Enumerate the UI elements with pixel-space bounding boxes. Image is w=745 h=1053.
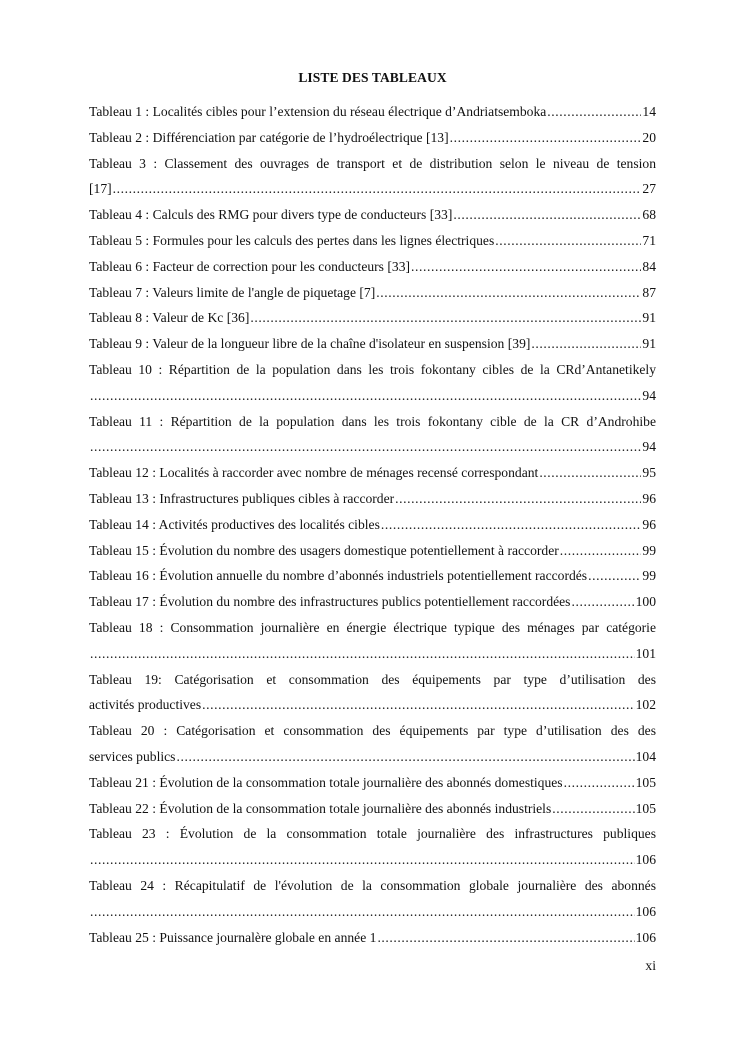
toc-entry-page: 20 (642, 129, 656, 145)
dot-leader (90, 383, 641, 409)
toc-entry-label: Tableau 21 : Évolution de la consommation totale journalière des abonnés domestiques (89, 774, 563, 790)
toc-entry-label: Tableau 12 : Localités à raccorder avec nombre de ménages recensé correspondant (89, 465, 539, 481)
toc-entry[interactable] (89, 615, 656, 667)
dot-leader (377, 925, 634, 951)
toc-entry-page: 96 (642, 490, 656, 506)
toc-entry-page: 95 (642, 465, 656, 481)
toc-entry[interactable] (89, 151, 656, 203)
toc-entry[interactable] (89, 770, 656, 796)
toc-entry-page: 106 (635, 903, 656, 919)
toc-entry[interactable] (89, 331, 656, 357)
toc-entry-label: Tableau 9 : Valeur de la longueur libre de la chaîne d'isolateur en suspension [39] (89, 336, 531, 352)
toc-entry[interactable] (89, 512, 656, 538)
dot-leader (450, 125, 642, 151)
toc-entry[interactable] (89, 667, 656, 719)
toc-entry[interactable] (89, 125, 656, 151)
toc-entry-page: 105 (635, 774, 656, 790)
toc-entry[interactable] (89, 821, 656, 873)
toc-entry[interactable] (89, 460, 656, 486)
toc-entry-label: Tableau 11 : Répartition de la population dans les trois fokontany cible de la CR d’Androhibe (89, 413, 656, 429)
dot-leader (376, 280, 641, 306)
toc-entry-page: 105 (635, 800, 656, 816)
dot-leader (564, 770, 635, 796)
dot-leader (176, 744, 634, 770)
page-title: LISTE DES TABLEAUX (298, 70, 447, 85)
toc-entry-label: Tableau 18 : Consommation journalière en énergie électrique typique des ménages par catégorie (89, 619, 656, 635)
toc-entry-label: Tableau 25 : Puissance journalère globale en année 1 (89, 929, 377, 945)
toc-entry[interactable] (89, 486, 656, 512)
toc-entry-page: 71 (642, 232, 656, 248)
toc-entry[interactable] (89, 409, 656, 461)
dot-leader (495, 228, 641, 254)
toc-entry-page: 106 (635, 852, 656, 868)
toc-entry[interactable] (89, 563, 656, 589)
toc-entry-label: Tableau 22 : Évolution de la consommation totale journalière des abonnés industriels (89, 800, 552, 816)
toc-entry[interactable] (89, 202, 656, 228)
table-list (89, 99, 656, 950)
toc-entry-page: 91 (642, 310, 656, 326)
toc-entry-label: Tableau 2 : Différenciation par catégorie de l’hydroélectrique [13] (89, 129, 449, 145)
dot-leader (588, 563, 641, 589)
toc-entry-label: Tableau 20 : Catégorisation et consommation des équipements par type d’utilisation des des (89, 723, 656, 739)
toc-entry-page: 91 (642, 336, 656, 352)
dot-leader (571, 589, 634, 615)
toc-entry-label: Tableau 19: Catégorisation et consommation des équipements par type d’utilisation des (89, 671, 656, 687)
toc-entry-label: Tableau 16 : Évolution annuelle du nombre d’abonnés industriels potentiellement raccordés (89, 568, 588, 584)
toc-entry[interactable] (89, 873, 656, 925)
page-number: xi (645, 958, 656, 973)
toc-entry-label: Tableau 10 : Répartition de la population dans les trois fokontany cibles de la CRd’Antanetikely (89, 361, 656, 377)
toc-entry-page: 106 (635, 929, 656, 945)
dot-leader (552, 796, 634, 822)
toc-entry-label: Tableau 7 : Valeurs limite de l'angle de piquetage [7] (89, 284, 376, 300)
dot-leader (531, 331, 641, 357)
dot-leader (250, 305, 641, 331)
toc-entry-page: 27 (642, 181, 656, 197)
toc-entry[interactable] (89, 538, 656, 564)
toc-entry-page: 94 (642, 439, 656, 455)
toc-entry-label: Tableau 13 : Infrastructures publiques cibles à raccorder (89, 490, 395, 506)
dot-leader (90, 641, 635, 667)
toc-entry[interactable] (89, 280, 656, 306)
toc-entry-page: 99 (642, 542, 656, 558)
toc-entry[interactable] (89, 796, 656, 822)
dot-leader (453, 202, 641, 228)
toc-entry-page: 84 (642, 258, 656, 274)
toc-entry[interactable] (89, 254, 656, 280)
toc-entry-page: 94 (642, 387, 656, 403)
dot-leader (90, 847, 635, 873)
toc-entry-label-cont: [17] (89, 181, 112, 197)
dot-leader (539, 460, 641, 486)
dot-leader (381, 512, 642, 538)
toc-entry-label: Tableau 8 : Valeur de Kc [36] (89, 310, 250, 326)
toc-entry-label: Tableau 3 : Classement des ouvrages de transport et de distribution selon le niveau de tension (89, 155, 656, 171)
dot-leader (202, 692, 634, 718)
dot-leader (90, 434, 641, 460)
toc-entry-page: 96 (642, 516, 656, 532)
toc-entry-label: Tableau 14 : Activités productives des localités cibles (89, 516, 380, 532)
toc-entry-page: 14 (642, 104, 656, 119)
toc-entry-page: 68 (642, 207, 656, 223)
toc-entry-label: Tableau 4 : Calculs des RMG pour divers type de conducteurs [33] (89, 207, 453, 223)
toc-entry-page: 100 (635, 594, 656, 610)
toc-entry-page: 102 (635, 697, 656, 713)
toc-entry-label-cont: services publics (89, 748, 176, 764)
toc-entry[interactable] (89, 99, 656, 125)
dot-leader (90, 899, 635, 925)
toc-entry-page: 87 (642, 284, 656, 300)
toc-entry[interactable] (89, 589, 656, 615)
toc-entry-label: Tableau 17 : Évolution du nombre des infrastructures publics potentiellement raccordées (89, 594, 571, 610)
dot-leader (395, 486, 641, 512)
dot-leader (560, 538, 642, 564)
toc-entry-page: 104 (635, 748, 656, 764)
toc-entry-label: Tableau 1 : Localités cibles pour l’extension du réseau électrique d’Andriatsemboka (89, 104, 547, 119)
toc-entry[interactable] (89, 228, 656, 254)
toc-entry-label: Tableau 6 : Facteur de correction pour les conducteurs [33] (89, 258, 411, 274)
toc-entry-label: Tableau 23 : Évolution de la consommation totale journalière des infrastructures publiques (89, 826, 656, 842)
toc-entry[interactable] (89, 718, 656, 770)
toc-entry-page: 101 (635, 645, 656, 661)
toc-entry[interactable] (89, 305, 656, 331)
toc-entry-label: Tableau 15 : Évolution du nombre des usagers domestique potentiellement à raccorder (89, 542, 559, 558)
toc-entry-label: Tableau 24 : Récapitulatif de l'évolution de la consommation globale journalière des abonnés (89, 877, 656, 893)
toc-entry[interactable] (89, 925, 656, 951)
dot-leader (547, 99, 641, 125)
toc-entry-label: Tableau 5 : Formules pour les calculs des pertes dans les lignes électriques (89, 232, 495, 248)
dot-leader (113, 176, 642, 202)
toc-entry[interactable] (89, 357, 656, 409)
toc-entry-label-cont: activités productives (89, 697, 202, 713)
toc-entry-page: 99 (642, 568, 656, 584)
dot-leader (411, 254, 641, 280)
